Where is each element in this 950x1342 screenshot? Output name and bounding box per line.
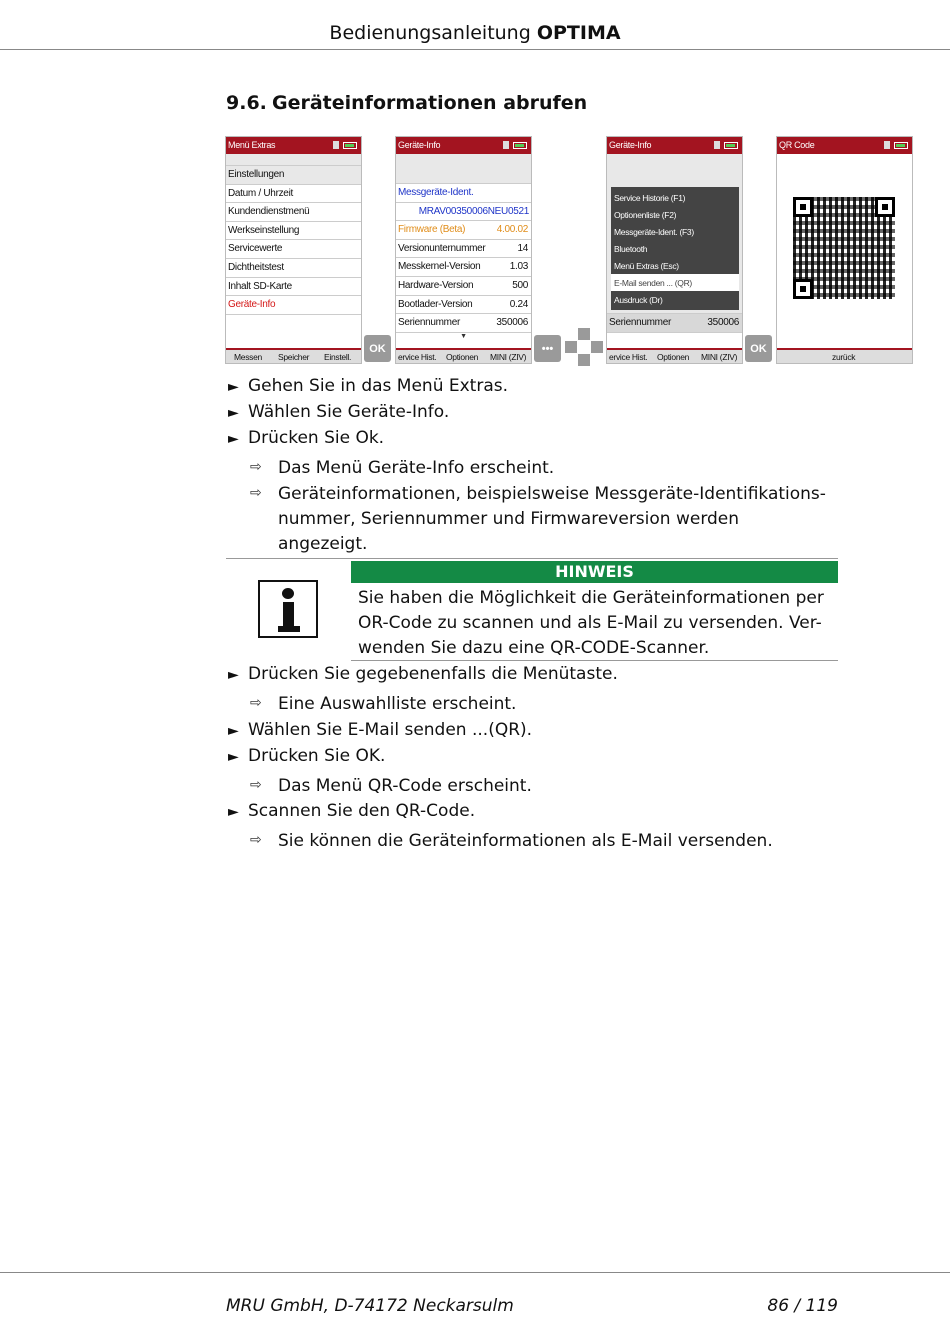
screen-geraete-info bbox=[395, 136, 532, 364]
screen-softkey-bar bbox=[226, 348, 361, 363]
footer-page-number: 86 / 119 bbox=[767, 1296, 838, 1316]
info-label: Messkernel-Version bbox=[398, 261, 481, 273]
screen-title-bar bbox=[607, 137, 742, 154]
options-popup bbox=[611, 187, 739, 310]
menu-item: Inhalt SD-Karte bbox=[226, 278, 361, 297]
screen-title: Geräte-Info bbox=[398, 140, 441, 150]
softkey-label: zurück bbox=[832, 352, 856, 362]
popup-item: Messgeräte-Ident. (F3) bbox=[614, 227, 694, 237]
info-label: Firmware (Beta) bbox=[398, 224, 466, 236]
sd-card-icon bbox=[884, 141, 890, 149]
menu-item: Datum / Uhrzeit bbox=[226, 185, 361, 204]
info-value: 4.00.02 bbox=[496, 224, 528, 236]
softkey-label: Messen bbox=[234, 352, 262, 362]
info-row bbox=[396, 314, 531, 333]
popup-item: Bluetooth bbox=[614, 244, 648, 254]
info-row bbox=[396, 258, 531, 277]
screen-geraete-info-menu bbox=[606, 136, 743, 364]
info-value: 350006 bbox=[707, 317, 739, 328]
screen-softkey-bar bbox=[396, 348, 531, 363]
screen-title: Menü Extras bbox=[228, 140, 276, 150]
softkey-label: Einstell. bbox=[324, 352, 352, 362]
battery-icon bbox=[513, 142, 527, 149]
result-text: Geräteinformationen, beispielsweise Messgeräte-Identifikations-nummer, Seriennummer und Firmwareversion werden angezeigt. bbox=[278, 484, 826, 554]
info-label: Versionunternummer bbox=[398, 242, 486, 254]
scroll-down-icon: ▼ bbox=[460, 332, 467, 340]
info-value: 14 bbox=[517, 242, 528, 254]
note-heading: HINWEIS bbox=[351, 561, 838, 583]
battery-icon bbox=[724, 142, 738, 149]
step-text: Gehen Sie in das Menü Extras. bbox=[248, 376, 509, 396]
menu-item: Dichtheitstest bbox=[226, 259, 361, 278]
info-value: 1.03 bbox=[509, 261, 528, 273]
step-text: Scannen Sie den QR-Code. bbox=[248, 801, 476, 821]
menu-item: Servicewerte bbox=[226, 240, 361, 259]
info-row bbox=[396, 221, 531, 240]
screen-softkey-bar bbox=[777, 348, 912, 363]
screen-menu-extras bbox=[225, 136, 362, 364]
result-arrow-icon: ⇨ bbox=[250, 777, 262, 793]
softkey-label: MINI (ZIV) bbox=[490, 352, 527, 362]
popup-item: Optionenliste (F2) bbox=[614, 210, 677, 220]
popup-item: Ausdruck (Dr) bbox=[614, 295, 663, 305]
step-text: Wählen Sie E-Mail senden ...(QR). bbox=[248, 720, 533, 740]
step-arrow-icon: ► bbox=[228, 405, 239, 421]
result-text: Das Menü Geräte-Info erscheint. bbox=[278, 458, 555, 478]
instruction-step bbox=[228, 402, 449, 422]
footer-company: MRU GmbH, D-74172 Neckarsulm bbox=[226, 1296, 514, 1316]
screen-title-bar bbox=[226, 137, 361, 154]
note-top-rule bbox=[226, 558, 838, 559]
instruction-step bbox=[228, 376, 508, 396]
instruction-step bbox=[228, 664, 618, 684]
sd-card-icon bbox=[714, 141, 720, 149]
menu-item-selected: Geräte-Info bbox=[226, 296, 361, 315]
info-label: Seriennummer bbox=[398, 317, 460, 329]
menu-key: ••• bbox=[534, 335, 561, 362]
popup-item: Service Historie (F1) bbox=[614, 193, 686, 203]
header-prefix: Bedienungsanleitung bbox=[329, 22, 531, 44]
step-arrow-icon: ► bbox=[228, 723, 239, 739]
menu-item: Einstellungen bbox=[226, 166, 361, 185]
info-row bbox=[396, 277, 531, 296]
qr-code-image bbox=[793, 197, 895, 299]
instruction-result bbox=[250, 692, 838, 717]
result-arrow-icon: ⇨ bbox=[250, 459, 262, 475]
result-arrow-icon: ⇨ bbox=[250, 485, 262, 501]
page-header bbox=[0, 22, 950, 44]
info-row bbox=[607, 314, 742, 333]
instruction-step bbox=[228, 746, 385, 766]
instruction-step bbox=[228, 428, 384, 448]
ident-value: MRAV00350006NEU0521 bbox=[396, 203, 531, 222]
info-value: 500 bbox=[512, 279, 528, 291]
instruction-result bbox=[250, 774, 838, 799]
info-value: 350006 bbox=[496, 317, 528, 329]
ok-key: OK bbox=[745, 335, 772, 362]
note-bottom-rule bbox=[351, 660, 838, 661]
popup-item-selected: E-Mail senden ... (QR) bbox=[611, 274, 739, 291]
result-arrow-icon: ⇨ bbox=[250, 832, 262, 848]
ident-label: Messgeräte-Ident. bbox=[396, 184, 531, 203]
footer-divider bbox=[0, 1272, 950, 1273]
info-row bbox=[396, 296, 531, 315]
step-arrow-icon: ► bbox=[228, 431, 239, 447]
softkey-label: ervice Hist. bbox=[398, 352, 437, 362]
softkey-label: Optionen bbox=[657, 352, 690, 362]
device-screens-figure bbox=[0, 136, 950, 366]
step-arrow-icon: ► bbox=[228, 379, 239, 395]
result-text: Das Menü QR-Code erscheint. bbox=[278, 776, 532, 796]
screen-qr-code bbox=[776, 136, 913, 364]
result-arrow-icon: ⇨ bbox=[250, 695, 262, 711]
sd-card-icon bbox=[333, 141, 339, 149]
spacer-row bbox=[226, 154, 361, 166]
softkey-label: MINI (ZIV) bbox=[701, 352, 738, 362]
info-label: Hardware-Version bbox=[398, 279, 474, 291]
sd-card-icon bbox=[503, 141, 509, 149]
result-text: Eine Auswahlliste erscheint. bbox=[278, 694, 517, 714]
popup-item: Menü Extras (Esc) bbox=[614, 261, 679, 271]
step-text: Drücken Sie OK. bbox=[248, 746, 386, 766]
screen-title: Geräte-Info bbox=[609, 140, 652, 150]
section-title bbox=[226, 92, 587, 114]
note-text: Sie haben die Möglichkeit die Geräteinformationen per OR-Code zu scannen und als E-Mail zu versenden. Ver-wenden Sie dazu eine QR-CODE-Scanner. bbox=[358, 588, 824, 658]
battery-icon bbox=[343, 142, 357, 149]
info-row bbox=[396, 240, 531, 259]
screen-title-bar bbox=[777, 137, 912, 154]
ok-key: OK bbox=[364, 335, 391, 362]
info-value: 0.24 bbox=[509, 298, 528, 310]
result-text: Sie können die Geräteinformationen als E-Mail versenden. bbox=[278, 831, 773, 851]
menu-item: Kundendienstmenü bbox=[226, 203, 361, 222]
softkey-label: Optionen bbox=[446, 352, 479, 362]
softkey-label: Speicher bbox=[278, 352, 310, 362]
instruction-result bbox=[250, 456, 838, 481]
instruction-result bbox=[250, 829, 838, 854]
step-arrow-icon: ► bbox=[228, 667, 239, 683]
spacer-row bbox=[396, 154, 531, 184]
menu-item: Werkseinstellung bbox=[226, 222, 361, 241]
info-label: Seriennummer bbox=[609, 317, 671, 328]
info-label: Bootlader-Version bbox=[398, 298, 473, 310]
instruction-step bbox=[228, 801, 475, 821]
screen-softkey-bar bbox=[607, 348, 742, 363]
instruction-step bbox=[228, 720, 532, 740]
dpad-icon bbox=[565, 328, 603, 366]
step-text: Drücken Sie gegebenenfalls die Menütaste. bbox=[248, 664, 618, 684]
step-text: Wählen Sie Geräte-Info. bbox=[248, 402, 450, 422]
header-product: OPTIMA bbox=[536, 22, 621, 44]
info-icon bbox=[258, 580, 318, 638]
step-arrow-icon: ► bbox=[228, 804, 239, 820]
screen-title: QR Code bbox=[779, 140, 815, 150]
step-text: Drücken Sie Ok. bbox=[248, 428, 385, 448]
screen-title-bar bbox=[396, 137, 531, 154]
section-heading: Geräteinformationen abrufen bbox=[272, 92, 588, 114]
header-divider bbox=[0, 49, 950, 50]
instruction-result bbox=[250, 482, 826, 557]
battery-icon bbox=[894, 142, 908, 149]
section-number: 9.6. bbox=[226, 92, 267, 114]
softkey-label: ervice Hist. bbox=[609, 352, 648, 362]
step-arrow-icon: ► bbox=[228, 749, 239, 765]
